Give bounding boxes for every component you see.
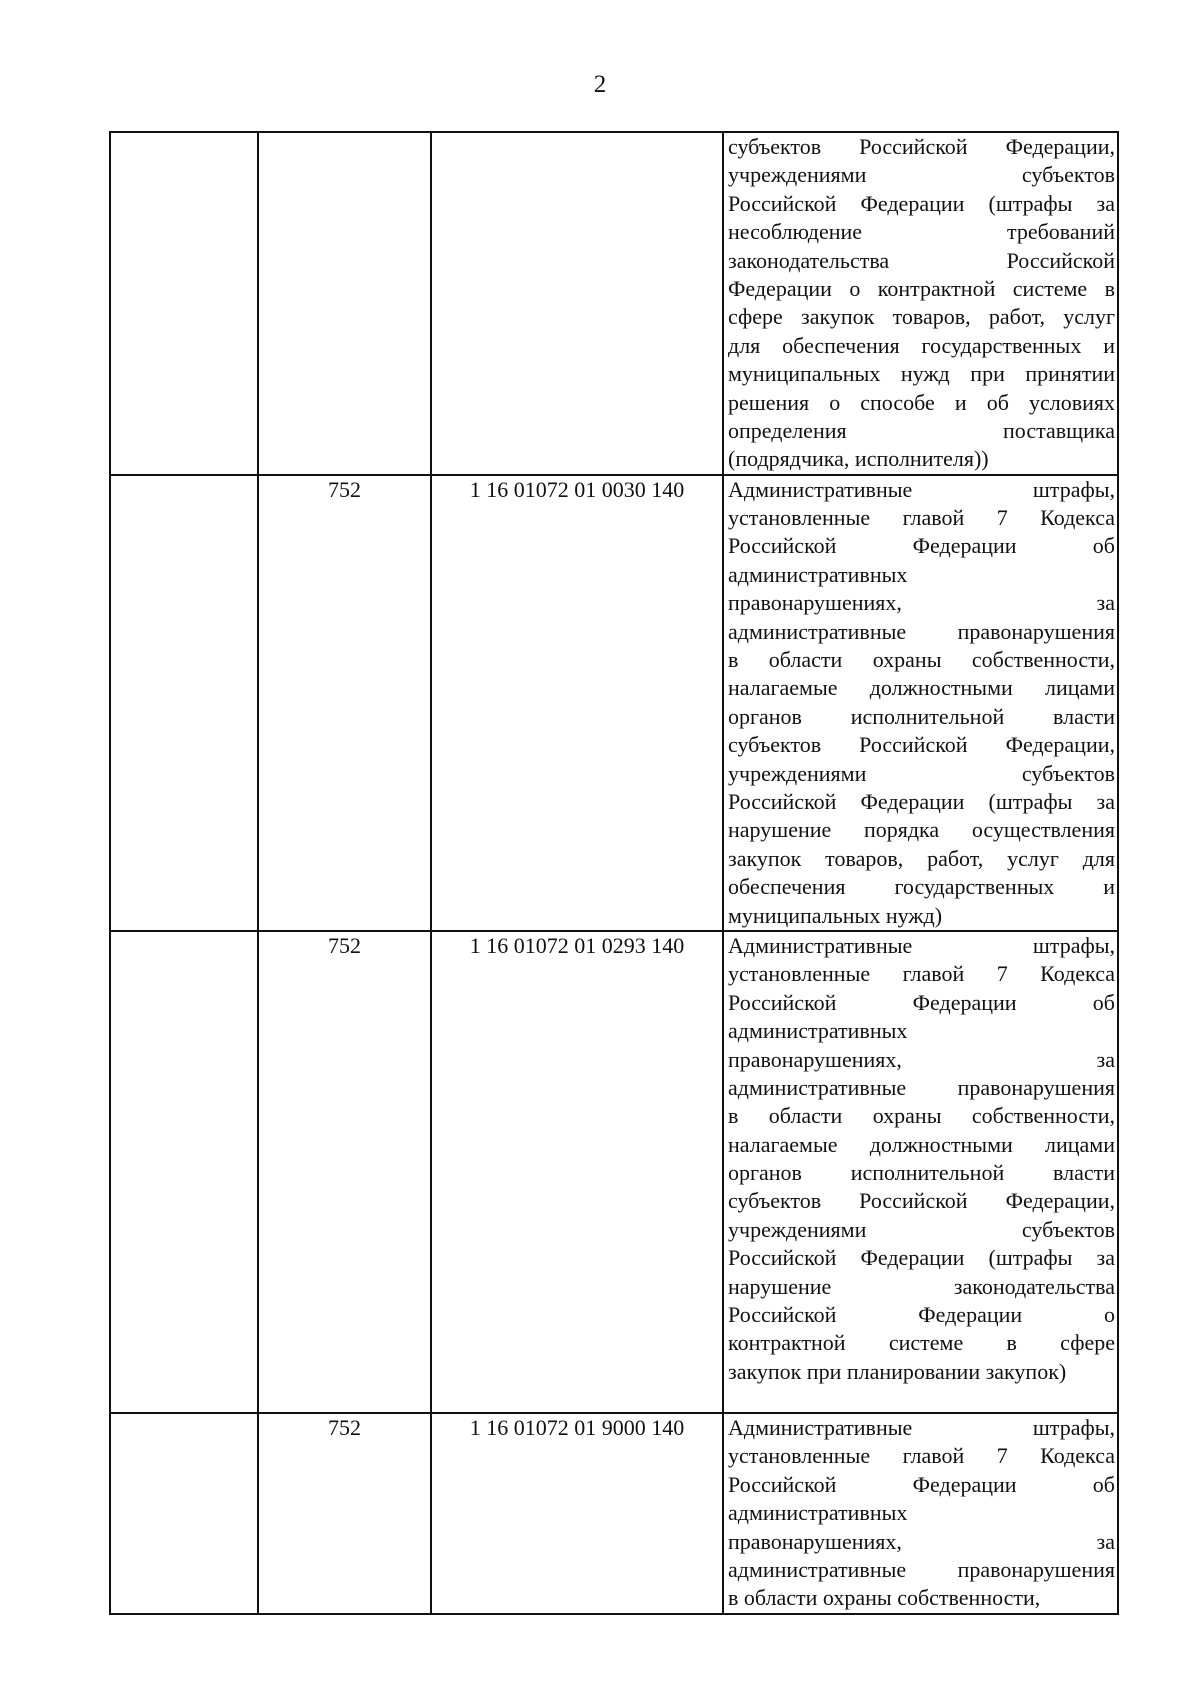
description-line: установленные главой 7 Кодекса bbox=[728, 1443, 1115, 1469]
description-line: органов исполнительной власти bbox=[728, 1160, 1115, 1186]
description-line: Федерации о контрактной системе в bbox=[728, 275, 1115, 301]
description-line: для обеспечения государственных и bbox=[728, 332, 1115, 358]
description-line: административные правонарушения bbox=[728, 1556, 1115, 1582]
description-line: административные правонарушения bbox=[728, 1074, 1115, 1100]
description-line: учреждениями субъектов bbox=[728, 1216, 1115, 1242]
description-line: установленные главой 7 Кодекса bbox=[728, 961, 1115, 987]
description-line: правонарушениях, за bbox=[728, 1046, 1115, 1072]
description-line: муниципальных нужд при принятии bbox=[728, 361, 1115, 387]
description-line: Российской Федерации об bbox=[728, 533, 1115, 559]
description-line: административных bbox=[728, 1500, 908, 1526]
description-line: учреждениями субъектов bbox=[728, 162, 1115, 188]
description-line: административные правонарушения bbox=[728, 618, 1115, 644]
description-line: нарушение порядка осуществления bbox=[728, 817, 1115, 843]
description-line: законодательства Российской bbox=[728, 247, 1115, 273]
budget-code-cell: 1 16 01072 01 0030 140 bbox=[431, 475, 723, 931]
budget-code-cell: 1 16 01072 01 0293 140 bbox=[431, 931, 723, 1413]
description-line: Российской Федерации (штрафы за bbox=[728, 190, 1115, 216]
description-line: учреждениями субъектов bbox=[728, 760, 1115, 786]
description-line: закупок товаров, работ, услуг для bbox=[728, 845, 1115, 871]
revenue-description-cell bbox=[723, 132, 1118, 475]
description-line: обеспечения государственных и bbox=[728, 874, 1115, 900]
description-line: Административные штрафы, bbox=[728, 476, 1115, 502]
description-line: в области охраны собственности, bbox=[728, 1585, 1041, 1611]
description-line: муниципальных нужд) bbox=[728, 902, 943, 928]
budget-code-cell bbox=[431, 132, 723, 475]
description-line: Административные штрафы, bbox=[728, 932, 1115, 958]
table-row bbox=[110, 475, 1118, 931]
administrator-code-cell: 752 bbox=[258, 1413, 431, 1614]
description-line: закупок при планировании закупок) bbox=[728, 1358, 1067, 1384]
description-line: сфере закупок товаров, работ, услуг bbox=[728, 304, 1115, 330]
description-line: правонарушениях, за bbox=[728, 590, 1115, 616]
description-line: нарушение законодательства bbox=[728, 1273, 1115, 1299]
description-line: административных bbox=[728, 561, 908, 587]
description-line: Российской Федерации (штрафы за bbox=[728, 1245, 1115, 1271]
description-line: налагаемые должностными лицами bbox=[728, 675, 1115, 701]
description-line: Российской Федерации об bbox=[728, 989, 1115, 1015]
administrator-code-cell bbox=[258, 132, 431, 475]
description-line: Российской Федерации об bbox=[728, 1471, 1115, 1497]
description-line: в области охраны собственности, bbox=[728, 1103, 1115, 1129]
revenue-description-cell bbox=[723, 931, 1118, 1413]
description-line: (подрядчика, исполнителя)) bbox=[728, 446, 989, 472]
page-number: 2 bbox=[593, 71, 607, 98]
budget-classification-table bbox=[109, 131, 1119, 1615]
description-line: субъектов Российской Федерации, bbox=[728, 732, 1115, 758]
budget-code-cell: 1 16 01072 01 9000 140 bbox=[431, 1413, 723, 1614]
table-row bbox=[110, 132, 1118, 475]
table-row bbox=[110, 931, 1118, 1413]
empty-cell bbox=[110, 931, 258, 1413]
description-line: административных bbox=[728, 1018, 908, 1044]
revenue-description-cell bbox=[723, 1413, 1118, 1614]
description-line: субъектов Российской Федерации, bbox=[728, 1188, 1115, 1214]
description-line: Административные штрафы, bbox=[728, 1414, 1115, 1440]
revenue-description-cell bbox=[723, 475, 1118, 931]
description-line: установленные главой 7 Кодекса bbox=[728, 505, 1115, 531]
table-row bbox=[110, 1413, 1118, 1614]
description-line: несоблюдение требований bbox=[728, 219, 1115, 245]
administrator-code-cell: 752 bbox=[258, 475, 431, 931]
description-line: определения поставщика bbox=[728, 417, 1115, 443]
description-line: органов исполнительной власти bbox=[728, 703, 1115, 729]
description-line: Российской Федерации (штрафы за bbox=[728, 788, 1115, 814]
empty-cell bbox=[110, 132, 258, 475]
description-line: Российской Федерации о bbox=[728, 1302, 1115, 1328]
empty-cell bbox=[110, 1413, 258, 1614]
description-line: правонарушениях, за bbox=[728, 1528, 1115, 1554]
administrator-code-cell: 752 bbox=[258, 931, 431, 1413]
description-line: в области охраны собственности, bbox=[728, 647, 1115, 673]
description-line: налагаемые должностными лицами bbox=[728, 1131, 1115, 1157]
description-line: решения о способе и об условиях bbox=[728, 389, 1115, 415]
description-line: субъектов Российской Федерации, bbox=[728, 134, 1115, 159]
description-line: контрактной системе в сфере bbox=[728, 1330, 1115, 1356]
empty-cell bbox=[110, 475, 258, 931]
